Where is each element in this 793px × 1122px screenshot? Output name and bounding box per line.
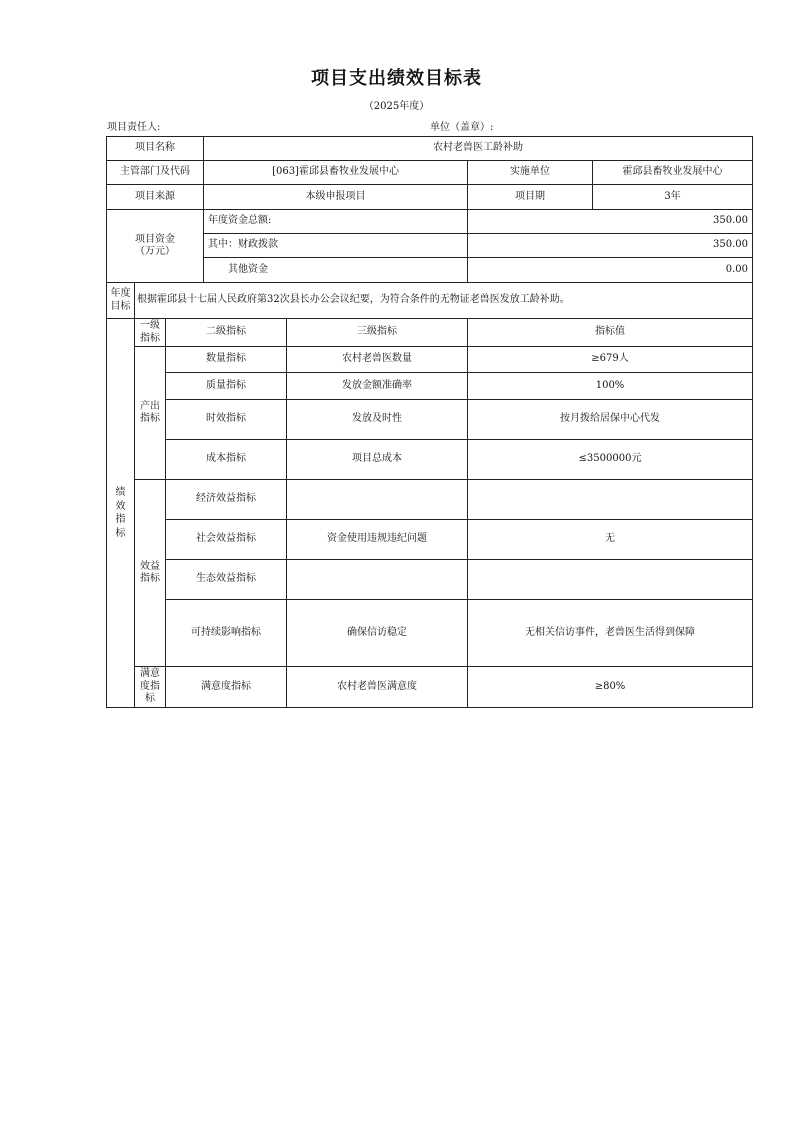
project-period-label: 项目期 (468, 185, 593, 210)
level2-cell: 经济效益指标 (166, 480, 287, 520)
output-indicators-label: 产出指标 (135, 347, 166, 480)
table-row (107, 600, 753, 667)
project-period-value: 3年 (593, 185, 753, 210)
level2-cell: 数量指标 (166, 347, 287, 373)
annual-goal-row (107, 283, 753, 319)
fiscal-year: （2025年度） (363, 101, 430, 112)
indicator-value-cell: 按月拨给居保中心代发 (468, 400, 753, 440)
level3-cell: 发放及时性 (287, 400, 468, 440)
level3-cell (287, 560, 468, 600)
level3-cell: 确保信访稳定 (287, 600, 468, 667)
level3-cell: 农村老兽医数量 (287, 347, 468, 373)
indicator-value-cell: ≥80% (468, 667, 753, 708)
total-funds-label: 年度资金总额: (204, 210, 468, 234)
implementing-unit-label: 实施单位 (468, 161, 593, 185)
level2-header: 二级指标 (166, 319, 287, 347)
table-row (107, 373, 753, 400)
implementing-unit-value: 霍邱县畜牧业发展中心 (593, 161, 753, 185)
indicator-value-cell (468, 560, 753, 600)
table-row (107, 440, 753, 480)
benefit-indicators-label: 效益指标 (135, 480, 166, 667)
level2-cell: 时效指标 (166, 400, 287, 440)
level2-cell: 满意度指标 (166, 667, 287, 708)
project-source-label: 项目来源 (107, 185, 204, 210)
satisfaction-indicators-label: 满意度指标 (135, 667, 166, 708)
indicator-value-cell: 无 (468, 520, 753, 560)
source-row (107, 185, 753, 210)
indicator-value-cell (468, 480, 753, 520)
table-row (107, 667, 753, 708)
level3-cell: 发放金额准确率 (287, 373, 468, 400)
responsible-person-label: 项目责任人: (107, 122, 161, 133)
value-header: 指标值 (468, 319, 753, 347)
level3-header: 三级指标 (287, 319, 468, 347)
project-name-value: 农村老兽医工龄补助 (204, 137, 753, 161)
level2-cell: 生态效益指标 (166, 560, 287, 600)
level3-cell (287, 480, 468, 520)
other-funds-label: 其他资金 (204, 258, 468, 283)
project-source-value: 本级申报项目 (204, 185, 468, 210)
level2-cell: 质量指标 (166, 373, 287, 400)
level3-cell: 资金使用违规违纪问题 (287, 520, 468, 560)
table-row (107, 480, 753, 520)
level1-header: 一级指标 (135, 319, 166, 347)
unit-seal-label: 单位（盖章）: (430, 122, 494, 133)
level2-cell: 成本指标 (166, 440, 287, 480)
funds-finance-row (107, 234, 753, 258)
page-title: 项目支出绩效目标表 (311, 68, 482, 89)
department-row (107, 161, 753, 185)
table-row (107, 520, 753, 560)
finance-funds-label: 其中：财政拨款 (204, 234, 468, 258)
level3-cell: 农村老兽医满意度 (287, 667, 468, 708)
department-value: [063]霍邱县畜牧业发展中心 (204, 161, 468, 185)
indicator-value-cell: ≤3500000元 (468, 440, 753, 480)
other-funds-value: 0.00 (468, 258, 753, 283)
performance-target-table (106, 136, 753, 708)
project-funds-label: 项目资金（万元） (107, 210, 204, 283)
table-row (107, 347, 753, 373)
indicator-value-cell: ≥679人 (468, 347, 753, 373)
project-name-label: 项目名称 (107, 137, 204, 161)
department-label: 主管部门及代码 (107, 161, 204, 185)
table-row (107, 560, 753, 600)
indicator-value-cell: 100% (468, 373, 753, 400)
annual-goal-label: 年度目标 (107, 283, 135, 319)
indicator-header-row (107, 319, 753, 347)
level3-cell: 项目总成本 (287, 440, 468, 480)
total-funds-value: 350.00 (468, 210, 753, 234)
level2-cell: 可持续影响指标 (166, 600, 287, 667)
annual-goal-text: 根据霍邱县十七届人民政府第32次县长办公会议纪要，为符合条件的无物证老兽医发放工龄补助。 (135, 283, 753, 319)
indicator-value-cell: 无相关信访事件，老兽医生活得到保障 (468, 600, 753, 667)
table-row (107, 400, 753, 440)
funds-other-row (107, 258, 753, 283)
project-name-row (107, 137, 753, 161)
finance-funds-value: 350.00 (468, 234, 753, 258)
level2-cell: 社会效益指标 (166, 520, 287, 560)
funds-total-row (107, 210, 753, 234)
performance-indicators-label: 绩效指标 (107, 319, 135, 708)
